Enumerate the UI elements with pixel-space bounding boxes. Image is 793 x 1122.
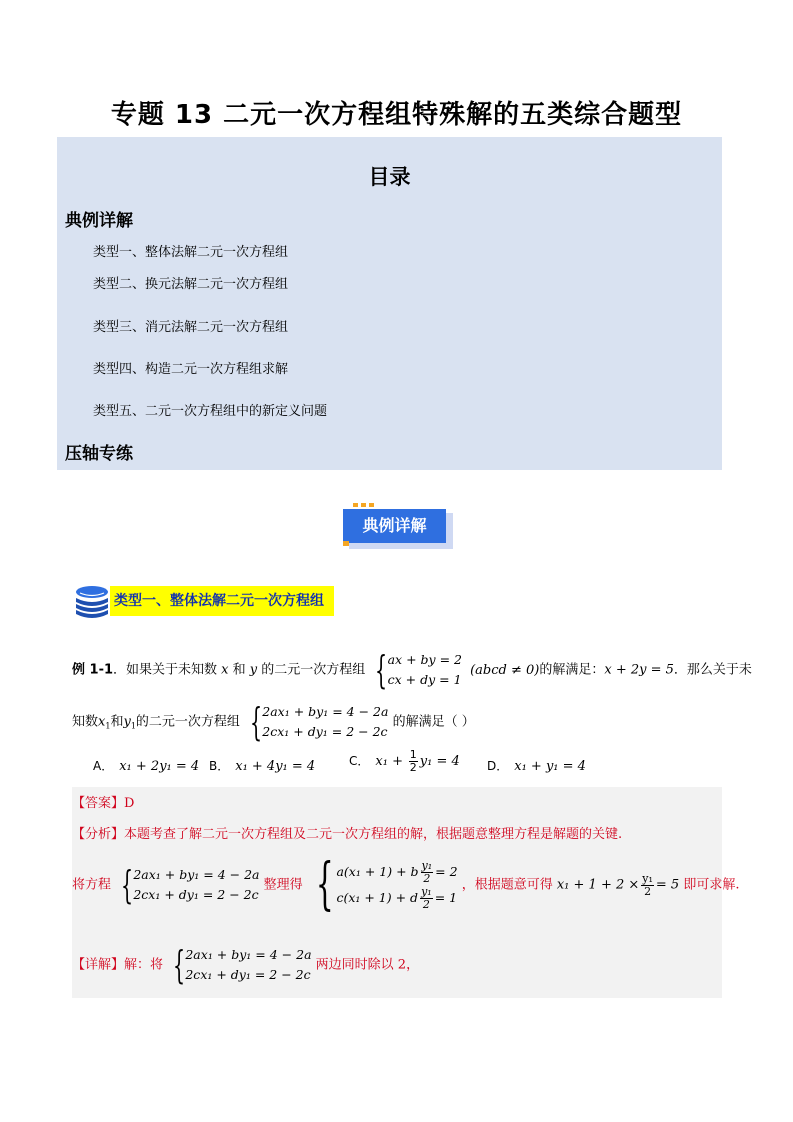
toc-heading: 目录 bbox=[368, 165, 411, 189]
option-d-expr: x₁ + y₁ = 4 bbox=[514, 759, 586, 774]
option-c-expr-post: y₁ = 4 bbox=[419, 754, 460, 769]
option-a-expr: x₁ + 2y₁ = 4 bbox=[119, 759, 200, 774]
fraction-numerator: y₁ bbox=[421, 885, 432, 898]
system2-row1: 2ax₁ + by₁ = 4 − 2a bbox=[262, 704, 389, 719]
system2-row2: 2cx₁ + dy₁ = 2 − 2c bbox=[262, 724, 388, 739]
detail-line bbox=[72, 945, 419, 985]
step-system: { 2ax₁ + by₁ = 4 − 2a 2cx₁ + dy₁ = 2 − 2c bbox=[121, 863, 260, 907]
step-end: 即可求解. bbox=[683, 877, 740, 893]
fraction-denominator: 2 bbox=[409, 761, 417, 774]
question-text-2: 的二元一次方程组 bbox=[257, 662, 366, 678]
question-text-4: ．那么关于未 bbox=[673, 662, 752, 678]
answer-box bbox=[72, 787, 740, 998]
question-line-2 bbox=[72, 702, 475, 742]
subscript-x1: 1 bbox=[105, 721, 111, 731]
question-label: 例 1-1 bbox=[72, 662, 114, 678]
option-c[interactable] bbox=[349, 749, 460, 774]
option-d-letter: D． bbox=[487, 759, 509, 773]
option-b-expr: x₁ + 4y₁ = 4 bbox=[235, 759, 316, 774]
toc-section-practice[interactable]: 压轴专练 bbox=[65, 444, 133, 464]
option-b-letter: B． bbox=[209, 759, 230, 773]
fraction-denominator: 2 bbox=[422, 898, 430, 911]
option-c-fraction bbox=[409, 749, 418, 774]
equation-system-1: { ax + by = 2 cx + dy = 1 bbox=[375, 648, 462, 692]
page-title: 专题 13 二元一次方程组特殊解的五类综合题型 bbox=[110, 100, 683, 130]
fraction-numerator: 1 bbox=[409, 748, 417, 761]
condition: (abcd ≠ 0) bbox=[470, 662, 540, 678]
var-x: x bbox=[221, 662, 229, 678]
step-equation-fraction bbox=[641, 873, 654, 898]
var-x1: x bbox=[98, 714, 106, 730]
detail-label: 【详解】 bbox=[72, 957, 125, 973]
question-text-1: ．如果关于未知数 bbox=[113, 662, 218, 678]
step-prefix: 将方程 bbox=[72, 877, 112, 893]
detail-system-row2: 2cx₁ + dy₁ = 2 − 2c bbox=[185, 967, 311, 982]
option-d[interactable] bbox=[487, 757, 586, 774]
option-a-letter: A． bbox=[93, 759, 114, 773]
var-y1: y bbox=[123, 714, 131, 730]
table-of-contents bbox=[57, 137, 722, 470]
subscript-y1: 1 bbox=[130, 721, 136, 731]
condition-equation: x + 2y = 5 bbox=[604, 662, 674, 678]
toc-item-type3[interactable]: 类型三、消元法解二元一次方程组 bbox=[93, 320, 289, 335]
detail-system-row1: 2ax₁ + by₁ = 4 − 2a bbox=[185, 947, 312, 962]
answer-line: 【答案】D bbox=[72, 796, 135, 811]
analysis-step-line bbox=[72, 852, 740, 917]
result-row2-post: = 1 bbox=[434, 890, 458, 905]
toc-item-type4[interactable]: 类型四、构造二元一次方程组求解 bbox=[93, 362, 289, 377]
option-b[interactable] bbox=[209, 757, 315, 774]
detail-end: 两边同时除以 2， bbox=[315, 957, 420, 973]
step-equation-pre: x₁ + 1 + 2 × bbox=[556, 877, 640, 893]
detail-prefix: 解：将 bbox=[124, 957, 164, 973]
type-heading: 类型一、整体法解二元一次方程组 bbox=[110, 586, 334, 616]
step-mid: 整理得 bbox=[263, 877, 303, 893]
question-text-3: 的解满足： bbox=[539, 662, 605, 678]
option-c-letter: C． bbox=[349, 754, 370, 768]
books-icon bbox=[72, 584, 112, 620]
analysis-line bbox=[72, 826, 622, 844]
line2-end: 的解满足（ ） bbox=[392, 714, 475, 730]
result-row2-pre: c(x₁ + 1) + d bbox=[336, 890, 419, 905]
result-row1-pre: a(x₁ + 1) + b bbox=[336, 864, 419, 879]
analysis-text: 本题考查了解二元一次方程组及二元一次方程组的解，根据题意整理方程是解题的关键. bbox=[124, 827, 623, 842]
fraction-numerator: y₁ bbox=[642, 871, 653, 885]
step-result-system: { a(x₁ + 1) + b $\frac{\text{y₁}}{2}$ = 2 c(x₁ + 1) + d $\frac{\text{y₁}}{2}$ = 1 bbox=[315, 852, 458, 917]
result-row1-fraction bbox=[421, 860, 434, 885]
banner-decoration bbox=[353, 503, 375, 507]
fraction-numerator: y₁ bbox=[421, 859, 433, 872]
toc-item-type2[interactable]: 类型二、换元法解二元一次方程组 bbox=[93, 277, 289, 292]
equation-system-2: { 2ax₁ + by₁ = 4 − 2a 2cx₁ + dy₁ = 2 − 2c bbox=[250, 700, 389, 744]
toc-item-type1[interactable]: 类型一、整体法解二元一次方程组 bbox=[93, 245, 289, 260]
result-row1-post: = 2 bbox=[435, 864, 458, 879]
line2-prefix: 知数 bbox=[72, 714, 99, 730]
banner-corner bbox=[343, 541, 349, 546]
line2-and: 和 bbox=[110, 714, 124, 730]
question-and: 和 bbox=[228, 662, 250, 678]
option-c-expr-pre: x₁ + bbox=[375, 754, 403, 769]
option-a[interactable] bbox=[93, 757, 199, 774]
banner-label: 典例详解 bbox=[343, 509, 446, 543]
system1-row1: ax + by = 2 bbox=[387, 652, 462, 667]
var-y: y bbox=[249, 662, 258, 678]
detail-system: { 2ax₁ + by₁ = 4 − 2a 2cx₁ + dy₁ = 2 − 2c bbox=[173, 943, 312, 987]
line2-mid: 的二元一次方程组 bbox=[135, 714, 240, 730]
toc-item-type5[interactable]: 类型五、二元一次方程组中的新定义问题 bbox=[93, 404, 328, 419]
analysis-label: 【分析】 bbox=[72, 827, 125, 842]
step-system-row1: 2ax₁ + by₁ = 4 − 2a bbox=[133, 867, 260, 882]
system1-row2: cx + dy = 1 bbox=[387, 672, 462, 687]
question-line-1 bbox=[72, 650, 752, 690]
section-banner bbox=[343, 503, 453, 549]
step-system-row2: 2cx₁ + dy₁ = 2 − 2c bbox=[133, 887, 259, 902]
toc-section-examples[interactable]: 典例详解 bbox=[65, 211, 133, 231]
fraction-denominator: 2 bbox=[644, 884, 652, 898]
step-text: ，根据题意可得 bbox=[461, 877, 553, 893]
fraction-denominator: 2 bbox=[423, 872, 431, 885]
result-row2-fraction bbox=[420, 886, 433, 911]
step-equation-post: = 5 bbox=[655, 877, 680, 893]
